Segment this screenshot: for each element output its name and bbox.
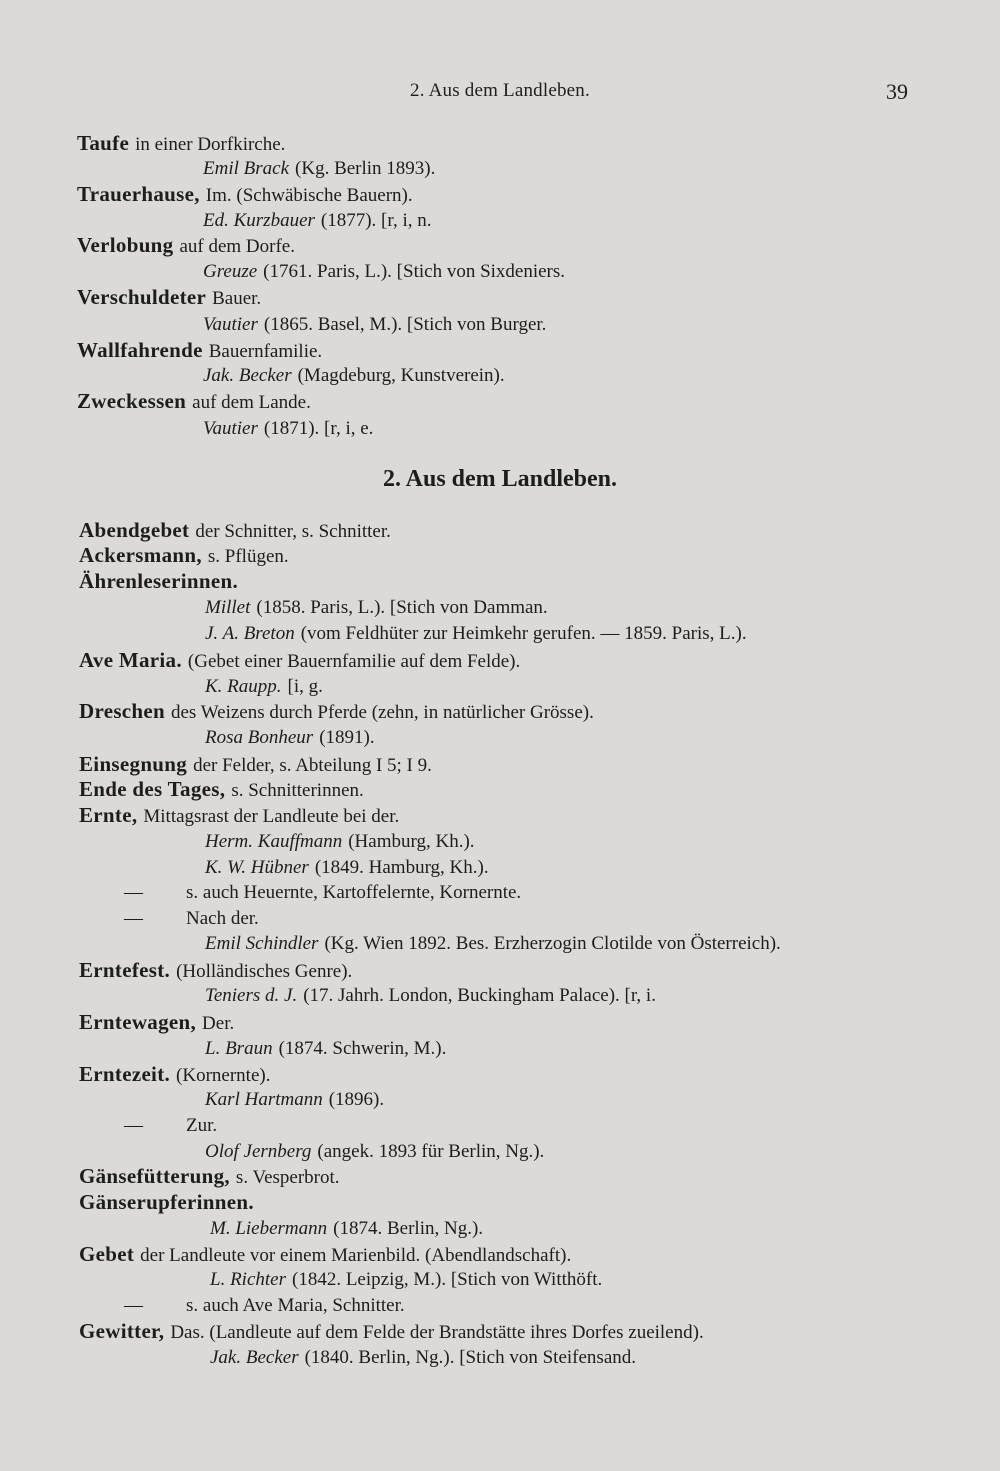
index-entry [79,777,364,803]
index-entry [77,131,285,157]
artist-name: M. Liebermann [210,1218,328,1239]
artist-name: Greuze [203,261,258,282]
artist-name: Teniers d. J. [205,985,298,1006]
entry-headword: Ende des Tages, [79,777,226,801]
repeat-dash: — [124,1115,143,1136]
artist-name: Olof Jernberg [205,1141,312,1162]
artwork-reference [203,364,505,388]
entry-headword: Verlobung [77,233,174,257]
entry-text: des Weizens durch Pferde (zehn, in natürlicher Grösse). [171,702,594,723]
artist-name: Vautier [203,418,258,439]
entry-text: s. Schnitterinnen. [231,780,364,801]
index-entry [77,182,413,208]
entry-text: (Magdeburg, Kunstverein). [297,365,505,386]
continuation-entry [124,881,522,905]
artist-name: K. Raupp. [205,676,282,697]
artwork-reference [205,726,375,750]
artist-name: Herm. Kauffmann [205,831,343,852]
entry-text: Das. (Landleute auf dem Felde der Brandstätte ihres Dorfes zueilend). [170,1322,704,1343]
entry-text: (Kg. Wien 1892. Bes. Erzherzogin Clotilde von Österreich). [324,933,781,954]
entry-text: der Felder, s. Abteilung I 5; I 9. [193,755,432,776]
artwork-reference [210,1217,483,1241]
entry-text: (1877). [r, i, n. [320,210,432,231]
index-entry [79,569,238,595]
artist-name: Emil Schindler [205,933,319,954]
artwork-reference [205,856,489,880]
entry-headword: Erntezeit. [79,1062,171,1086]
entry-text: Bauer. [212,288,262,309]
entry-text: (1849. Hamburg, Kh.). [314,857,489,878]
repeat-dash: — [124,908,143,929]
index-entry [77,389,311,415]
index-entry [79,699,594,725]
index-entry [79,803,399,829]
entry-text: Nach der. [186,908,259,929]
entry-text: (angek. 1893 für Berlin, Ng.). [317,1141,545,1162]
entry-text: (vom Feldhüter zur Heimkehr gerufen. — 1859. Paris, L.). [300,623,747,644]
entry-text: (Kornernte). [176,1065,271,1086]
entry-text: s. Vesperbrot. [235,1167,340,1188]
entry-text: (1891). [319,727,375,748]
entry-text: (Gebet einer Bauernfamilie auf dem Felde). [187,651,521,672]
entry-text: der Schnitter, s. Schnitter. [195,521,391,542]
entry-text: (Holländisches Genre). [176,961,353,982]
entry-text: (1761. Paris, L.). [Stich von Sixdeniers. [263,261,566,282]
artwork-reference [205,596,548,620]
entry-text: (1874. Schwerin, M.). [278,1038,447,1059]
entry-headword: Gebet [79,1242,135,1266]
index-entry [79,1319,704,1345]
artwork-reference [205,984,656,1008]
artwork-reference [205,830,475,854]
entry-text: (1865. Basel, M.). [Stich von Burger. [263,314,547,335]
entry-text: auf dem Lande. [192,392,311,413]
artist-name: Emil Brack [203,158,290,179]
entry-headword: Einsegnung [79,752,188,776]
index-entry [77,285,261,311]
artwork-reference [205,622,747,646]
entry-text: Im. (Schwäbische Bauern). [205,185,413,206]
entry-headword: Taufe [77,131,130,155]
entry-text: (Hamburg, Kh.). [348,831,475,852]
entry-headword: Abendgebet [79,518,190,542]
artwork-reference [205,1037,446,1061]
repeat-dash: — [124,1295,143,1316]
artist-name: Ed. Kurzbauer [203,210,315,231]
repeat-dash: — [124,882,143,903]
entry-headword: Zweckessen [77,389,187,413]
artwork-reference [210,1268,602,1292]
artist-name: J. A. Breton [205,623,295,644]
artwork-reference [210,1346,636,1370]
entry-headword: Gänsefütterung, [79,1164,230,1188]
index-entry [79,1062,270,1088]
entry-text: (Kg. Berlin 1893). [295,158,436,179]
entry-text: Zur. [186,1115,218,1136]
artist-name: Jak. Becker [203,365,292,386]
entry-headword: Ave Maria. [79,648,182,672]
entry-headword: Ernte, [79,803,138,827]
artwork-reference [203,209,431,233]
entry-text: (1858. Paris, L.). [Stich von Damman. [256,597,548,618]
entry-headword: Gewitter, [79,1319,165,1343]
index-entry [79,1242,571,1268]
index-entry [79,1190,254,1216]
entry-headword: Trauerhause, [77,182,200,206]
artist-name: Karl Hartmann [205,1089,323,1110]
entry-text: Mittagsrast der Landleute bei der. [143,806,400,827]
index-entry [79,543,289,569]
index-entry [79,958,352,984]
index-entry [77,233,295,259]
artwork-reference [205,1088,384,1112]
index-entry [79,1164,340,1190]
entry-text: (1840. Berlin, Ng.). [Stich von Steifensand. [304,1347,637,1368]
artist-name: L. Richter [210,1269,286,1290]
index-entry [79,648,520,674]
artwork-reference [203,313,546,337]
running-title: 2. Aus dem Landleben. [410,80,590,101]
entry-text: Bauernfamilie. [208,341,323,362]
artwork-reference [205,1140,544,1164]
entry-headword: Erntefest. [79,958,171,982]
entry-text: in einer Dorfkirche. [135,134,286,155]
artwork-reference [205,932,781,956]
artist-name: Rosa Bonheur [205,727,314,748]
entry-text: (1896). [328,1089,385,1110]
entry-headword: Wallfahrende [77,338,203,362]
artist-name: Vautier [203,314,258,335]
entry-headword: Ackersmann, [79,543,202,567]
page-number: 39 [886,79,908,104]
entry-text: der Landleute vor einem Marienbild. (Abendlandschaft). [140,1245,572,1266]
continuation-entry [124,1114,218,1138]
artist-name: Millet [205,597,251,618]
artwork-reference [205,675,323,699]
entry-text: (1874. Berlin, Ng.). [333,1218,484,1239]
continuation-entry [124,1294,405,1318]
section-title: 2. Aus dem Landleben. [382,466,618,492]
entry-text: (17. Jahrh. London, Buckingham Palace). [r, i. [303,985,656,1006]
artist-name: Jak. Becker [210,1347,299,1368]
artist-name: L. Braun [205,1038,273,1059]
page-header [0,80,1000,110]
index-entry [77,338,322,364]
entry-text: s. auch Ave Maria, Schnitter. [186,1295,405,1316]
index-entry [79,1010,234,1036]
entry-headword: Erntewagen, [79,1010,197,1034]
entry-text: s. Pflügen. [207,546,289,567]
index-entry [79,518,391,544]
artwork-reference [203,417,373,441]
entry-text: (1842. Leipzig, M.). [Stich von Witthöft. [292,1269,603,1290]
entry-text: Der. [202,1013,235,1034]
entry-text: s. auch Heuernte, Kartoffelernte, Kornernte. [186,882,522,903]
entry-headword: Ährenleserinnen. [79,569,238,593]
entry-text: [i, g. [287,676,323,697]
continuation-entry [124,907,259,931]
entry-headword: Gänserupferinnen. [79,1190,254,1214]
artist-name: K. W. Hübner [205,857,309,878]
entry-headword: Verschuldeter [77,285,207,309]
entry-text: (1871). [r, i, e. [263,418,374,439]
artwork-reference [203,260,565,284]
artwork-reference [203,157,435,181]
index-entry [79,752,432,778]
entry-text: auf dem Dorfe. [179,236,295,257]
entry-headword: Dreschen [79,699,165,723]
